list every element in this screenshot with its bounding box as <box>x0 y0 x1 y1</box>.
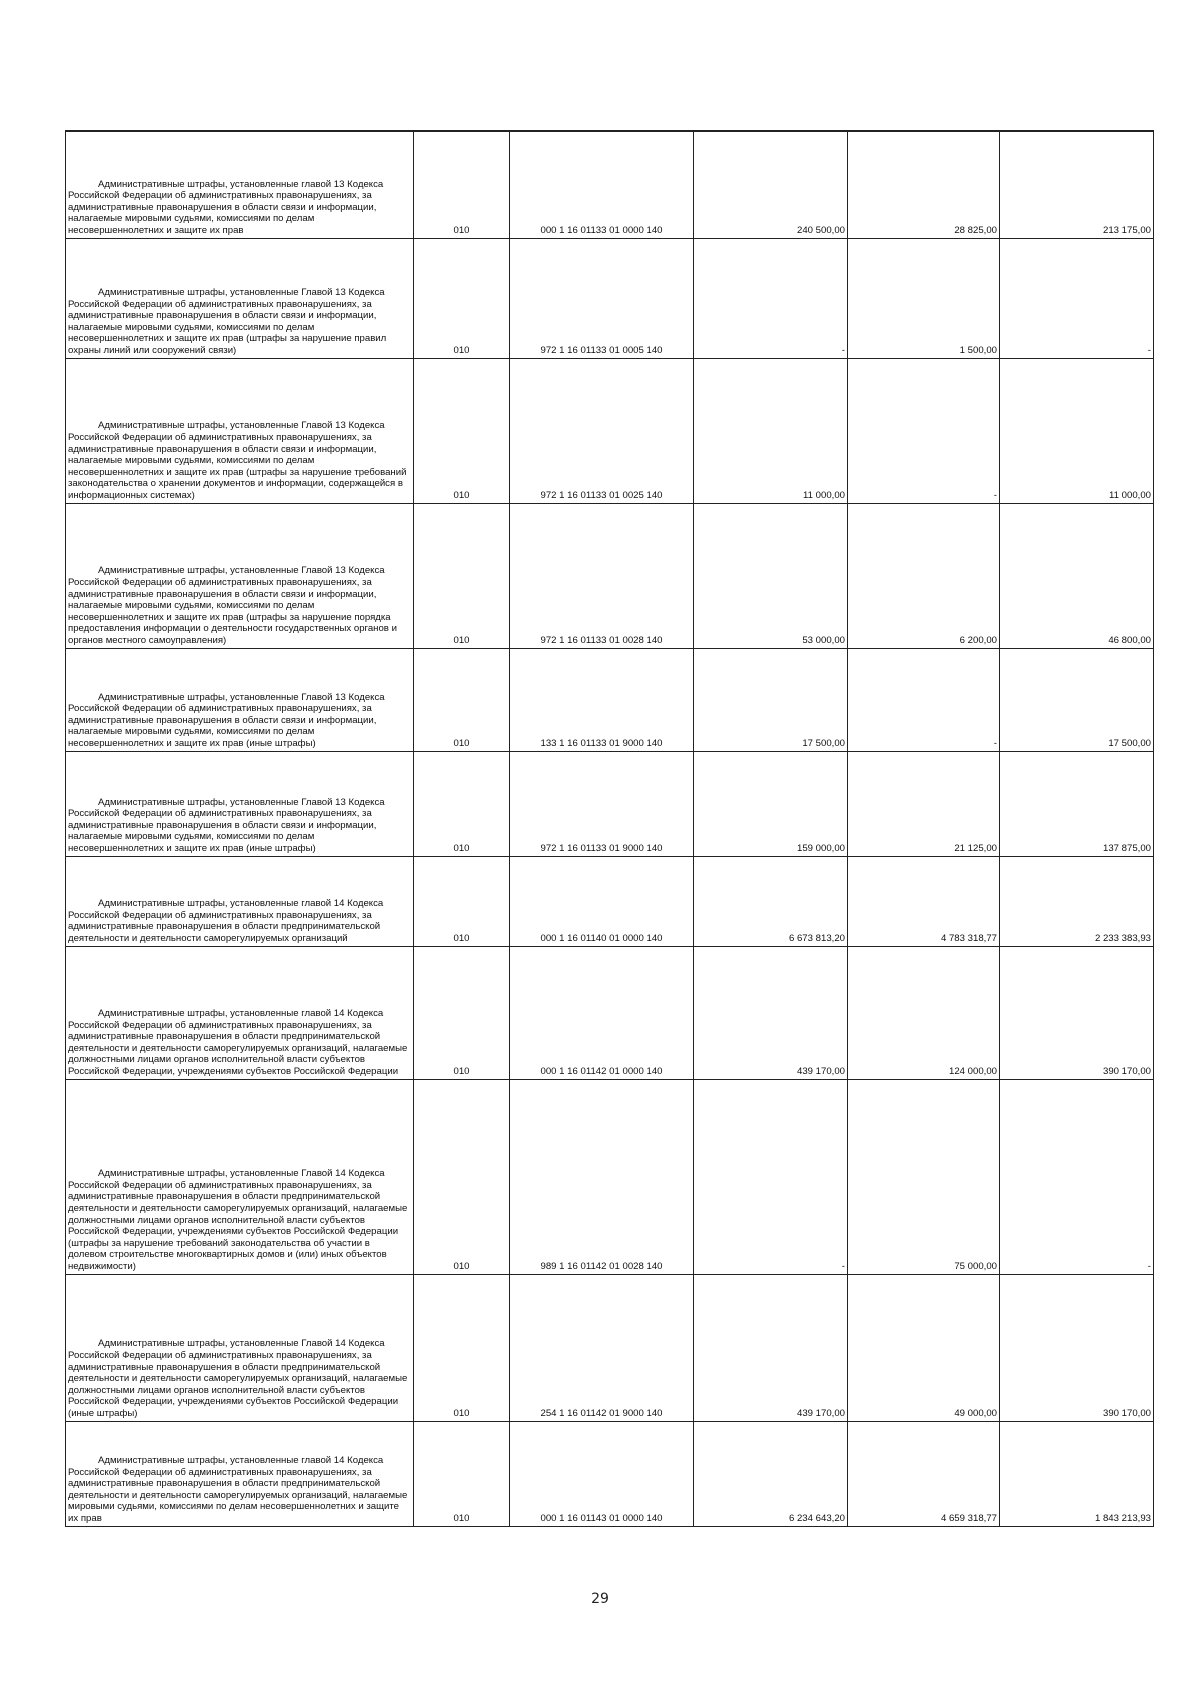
row-executed: 28 825,00 <box>848 131 1000 238</box>
row-description: Административные штрафы, установленные главой 14 Кодекса Российской Федерации об административных правонарушениях, за административные правонарушения в области предпринимательской деятельности и деятельности саморегулируемых организаций <box>66 856 414 946</box>
row-approved: 53 000,00 <box>694 503 848 648</box>
table-row <box>66 358 1154 503</box>
row-approved: 11 000,00 <box>694 358 848 503</box>
row-unexecuted: 1 843 213,93 <box>1000 1421 1154 1526</box>
row-income-code: 972 1 16 01133 01 0028 140 <box>510 503 694 648</box>
row-unexecuted: 11 000,00 <box>1000 358 1154 503</box>
row-unexecuted: - <box>1000 1079 1154 1274</box>
row-executed: 124 000,00 <box>848 946 1000 1079</box>
row-line-code: 010 <box>414 131 510 238</box>
row-description: Административные штрафы, установленные главой 14 Кодекса Российской Федерации об административных правонарушениях, за административные правонарушения в области предпринимательской деятельности и деятельности саморегулируемых организаций, налагаемые должностными лицами органов исполнительной власти субъектов Российской Федерации, учреждениями субъектов Российской Федерации <box>66 946 414 1079</box>
row-executed: 1 500,00 <box>848 238 1000 358</box>
table-row <box>66 856 1154 946</box>
row-income-code: 972 1 16 01133 01 0025 140 <box>510 358 694 503</box>
row-executed: 4 659 318,77 <box>848 1421 1000 1526</box>
row-line-code: 010 <box>414 946 510 1079</box>
row-income-code: 989 1 16 01142 01 0028 140 <box>510 1079 694 1274</box>
row-description: Административные штрафы, установленные Главой 13 Кодекса Российской Федерации об административных правонарушениях, за административные правонарушения в области связи и информации, налагаемые мировыми судьями, комиссиями по делам несовершеннолетних и защите их прав (иные штрафы) <box>66 648 414 751</box>
row-line-code: 010 <box>414 1274 510 1421</box>
row-approved: 240 500,00 <box>694 131 848 238</box>
table-row <box>66 503 1154 648</box>
table-row <box>66 1421 1154 1526</box>
row-executed: - <box>848 358 1000 503</box>
table-row <box>66 1274 1154 1421</box>
row-approved: 6 234 643,20 <box>694 1421 848 1526</box>
row-line-code: 010 <box>414 751 510 856</box>
page-number: 29 <box>591 1591 609 1607</box>
row-income-code: 972 1 16 01133 01 9000 140 <box>510 751 694 856</box>
row-income-code: 000 1 16 01143 01 0000 140 <box>510 1421 694 1526</box>
row-unexecuted: 390 170,00 <box>1000 1274 1154 1421</box>
table-row <box>66 131 1154 238</box>
table-row <box>66 1079 1154 1274</box>
row-executed: - <box>848 648 1000 751</box>
row-description: Административные штрафы, установленные Главой 13 Кодекса Российской Федерации об административных правонарушениях, за административные правонарушения в области связи и информации, налагаемые мировыми судьями, комиссиями по делам несовершеннолетних и защите их прав (штрафы за нарушение требований законодательства о хранении документов и информации, содержащейся в информационных системах) <box>66 358 414 503</box>
table-row <box>66 238 1154 358</box>
row-line-code: 010 <box>414 238 510 358</box>
income-report-table <box>65 130 1154 1527</box>
row-income-code: 972 1 16 01133 01 0005 140 <box>510 238 694 358</box>
row-unexecuted: - <box>1000 238 1154 358</box>
row-line-code: 010 <box>414 856 510 946</box>
row-executed: 4 783 318,77 <box>848 856 1000 946</box>
row-line-code: 010 <box>414 358 510 503</box>
row-income-code: 133 1 16 01133 01 9000 140 <box>510 648 694 751</box>
row-executed: 21 125,00 <box>848 751 1000 856</box>
row-approved: - <box>694 1079 848 1274</box>
row-approved: 17 500,00 <box>694 648 848 751</box>
row-description: Административные штрафы, установленные Главой 13 Кодекса Российской Федерации об административных правонарушениях, за административные правонарушения в области связи и информации, налагаемые мировыми судьями, комиссиями по делам несовершеннолетних и защите их прав (штрафы за нарушение порядка предоставления информации о деятельности государственных органов и органов местного самоуправления) <box>66 503 414 648</box>
row-income-code: 000 1 16 01142 01 0000 140 <box>510 946 694 1079</box>
row-executed: 75 000,00 <box>848 1079 1000 1274</box>
row-description: Административные штрафы, установленные Главой 13 Кодекса Российской Федерации об административных правонарушениях, за административные правонарушения в области связи и информации, налагаемые мировыми судьями, комиссиями по делам несовершеннолетних и защите их прав (иные штрафы) <box>66 751 414 856</box>
row-executed: 6 200,00 <box>848 503 1000 648</box>
row-income-code: 000 1 16 01133 01 0000 140 <box>510 131 694 238</box>
row-description: Административные штрафы, установленные главой 13 Кодекса Российской Федерации об административных правонарушениях, за административные правонарушения в области связи и информации, налагаемые мировыми судьями, комиссиями по делам несовершеннолетних и защите их прав <box>66 131 414 238</box>
row-line-code: 010 <box>414 1421 510 1526</box>
row-description: Административные штрафы, установленные Главой 14 Кодекса Российской Федерации об административных правонарушениях, за административные правонарушения в области предпринимательской деятельности и деятельности саморегулируемых организаций, налагаемые должностными лицами органов исполнительной власти субъектов Российской Федерации, учреждениями субъектов Российской Федерации (штрафы за нарушение требований законодательства об участии в долевом строительстве многоквартирных домов и (или) иных объектов недвижимости) <box>66 1079 414 1274</box>
row-line-code: 010 <box>414 648 510 751</box>
row-approved: 439 170,00 <box>694 1274 848 1421</box>
table-row <box>66 946 1154 1079</box>
row-unexecuted: 17 500,00 <box>1000 648 1154 751</box>
row-income-code: 000 1 16 01140 01 0000 140 <box>510 856 694 946</box>
table-row <box>66 751 1154 856</box>
row-executed: 49 000,00 <box>848 1274 1000 1421</box>
row-approved: 439 170,00 <box>694 946 848 1079</box>
row-approved: - <box>694 238 848 358</box>
table-body <box>66 131 1154 1526</box>
row-description: Административные штрафы, установленные Главой 13 Кодекса Российской Федерации об административных правонарушениях, за административные правонарушения в области связи и информации, налагаемые мировыми судьями, комиссиями по делам несовершеннолетних и защите их прав (штрафы за нарушение правил охраны линий или сооружений связи) <box>66 238 414 358</box>
row-unexecuted: 2 233 383,93 <box>1000 856 1154 946</box>
row-income-code: 254 1 16 01142 01 9000 140 <box>510 1274 694 1421</box>
row-approved: 159 000,00 <box>694 751 848 856</box>
row-unexecuted: 390 170,00 <box>1000 946 1154 1079</box>
row-description: Административные штрафы, установленные главой 14 Кодекса Российской Федерации об административных правонарушениях, за административные правонарушения в области предпринимательской деятельности и деятельности саморегулируемых организаций, налагаемые мировыми судьями, комиссиями по делам несовершеннолетних и защите их прав <box>66 1421 414 1526</box>
row-unexecuted: 46 800,00 <box>1000 503 1154 648</box>
row-approved: 6 673 813,20 <box>694 856 848 946</box>
row-description: Административные штрафы, установленные Главой 14 Кодекса Российской Федерации об административных правонарушениях, за административные правонарушения в области предпринимательской деятельности и деятельности саморегулируемых организаций, налагаемые должностными лицами органов исполнительной власти субъектов Российской Федерации, учреждениями субъектов Российской Федерации (иные штрафы) <box>66 1274 414 1421</box>
row-line-code: 010 <box>414 1079 510 1274</box>
row-unexecuted: 137 875,00 <box>1000 751 1154 856</box>
row-unexecuted: 213 175,00 <box>1000 131 1154 238</box>
row-line-code: 010 <box>414 503 510 648</box>
table-row <box>66 648 1154 751</box>
